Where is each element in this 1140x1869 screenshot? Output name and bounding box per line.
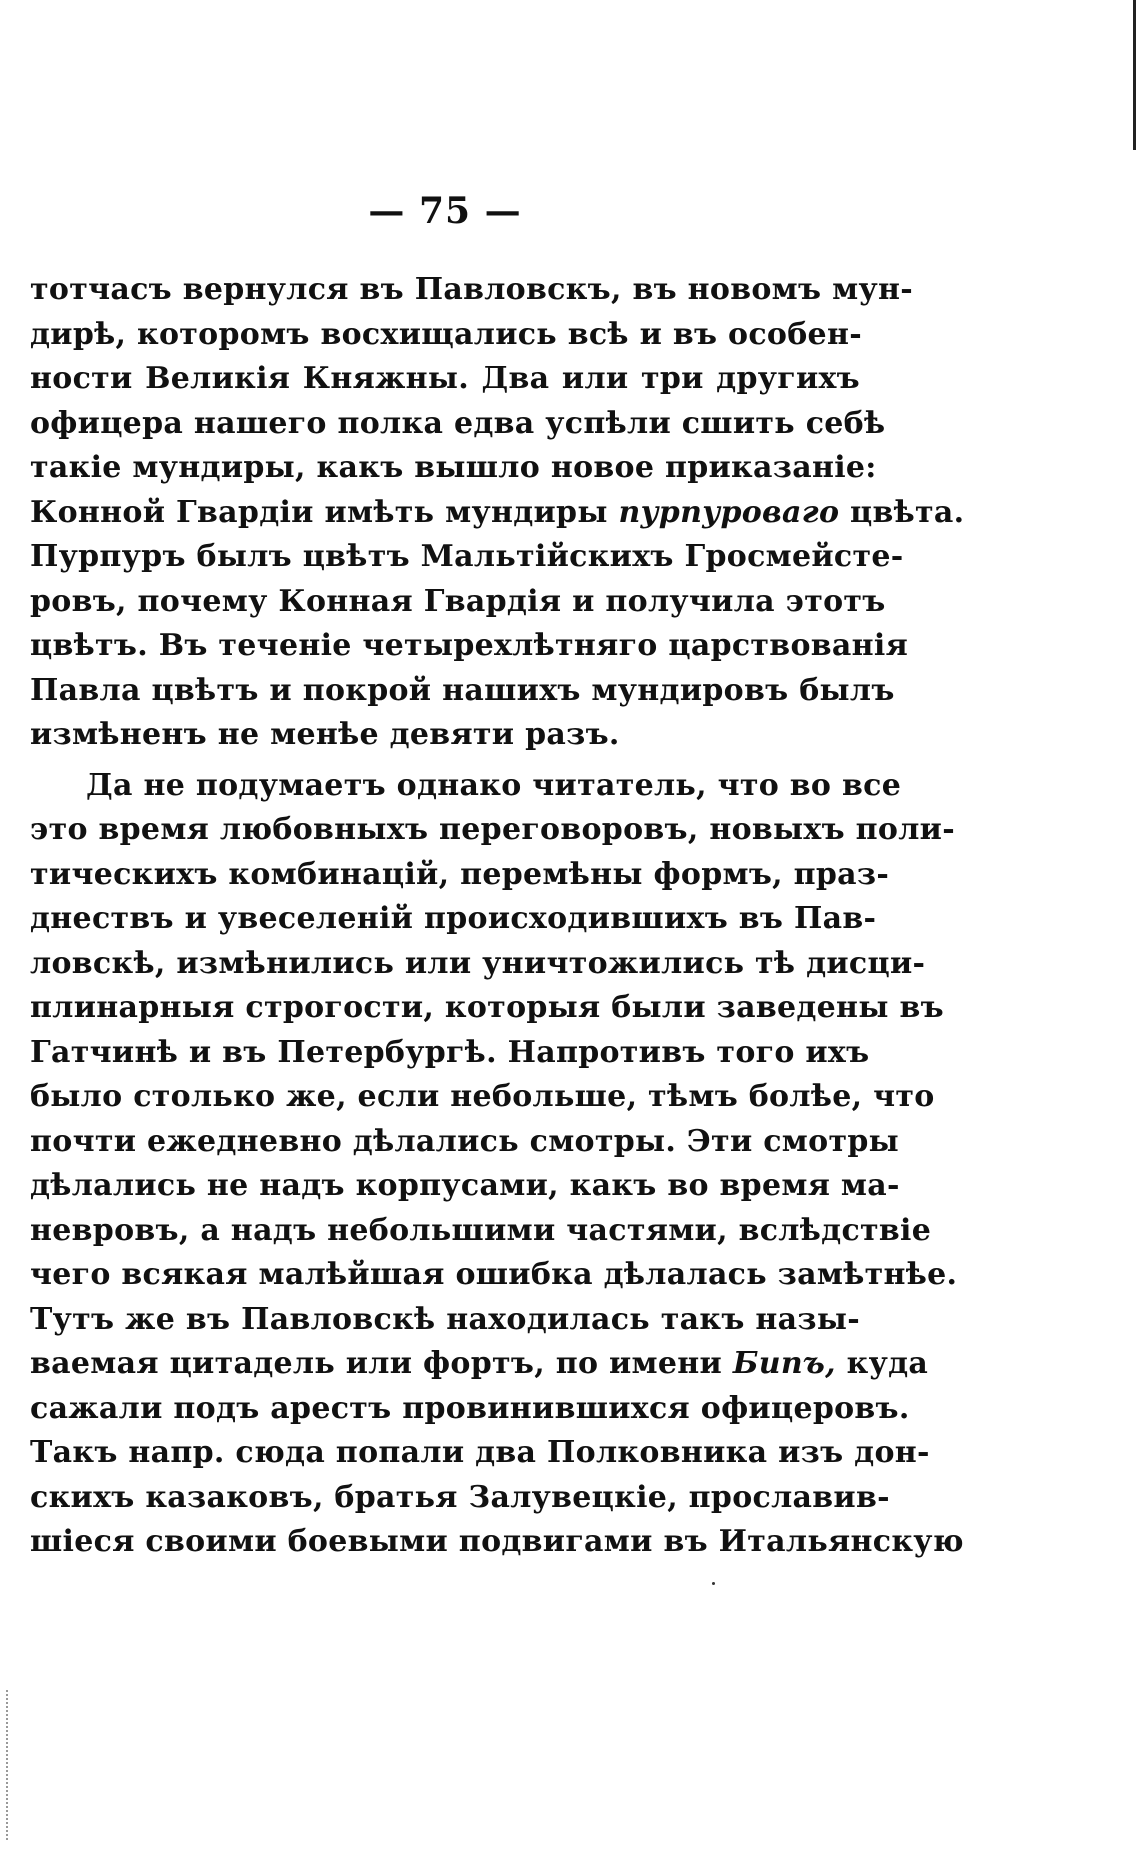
text-line: дирѣ, которомъ восхищались всѣ и въ особен- (30, 316, 862, 352)
text-line: Пурпуръ былъ цвѣтъ Мальтійскихъ Гросмейсте- (30, 539, 904, 574)
text-line: невровъ, а надъ небольшими частями, вслѣдствіе (30, 1212, 932, 1248)
text-line: сажали подъ арестъ провинившихся офицеровъ. (30, 1390, 910, 1426)
paragraph-2 (30, 764, 964, 1565)
text-line: шіеся своими боевыми подвигами въ Итальянскую (30, 1524, 964, 1559)
text-line (30, 1342, 929, 1387)
text-line: Гатчинѣ и въ Петербургѣ. Напротивъ того ихъ (30, 1034, 870, 1070)
body-text (30, 268, 965, 1565)
page-number: — 75 — (368, 190, 522, 232)
text-line: Тутъ же въ Павловскѣ находилась такъ назы- (30, 1301, 860, 1337)
text-line: днествъ и увеселеній происходившихъ въ Пав- (30, 901, 877, 936)
text-run: куда (835, 1346, 929, 1381)
text-line: тотчасъ вернулся въ Павловскъ, въ новомъ мун- (30, 272, 913, 307)
text-line: было столько же, если небольше, тѣмъ болѣе, что (30, 1079, 935, 1114)
text-line: такіе мундиры, какъ вышло новое приказаніе: (30, 450, 877, 485)
text-line: Такъ напр. сюда попали два Полковника изъ дон- (30, 1435, 930, 1470)
text-line: чего всякая малѣйшая ошибка дѣлалась замѣтнѣе. (30, 1257, 958, 1292)
print-speck (712, 1582, 715, 1585)
text-line: почти ежедневно дѣлались смотры. Эти смотры (30, 1123, 900, 1159)
text-run: ваемая цитадель или фортъ, по имени (30, 1346, 733, 1381)
text-run: Конной Гвардіи имѣть мундиры (30, 494, 619, 530)
text-line: измѣненъ не менѣе девяти разъ. (30, 717, 620, 752)
text-line: Павла цвѣтъ и покрой нашихъ мундировъ былъ (30, 672, 895, 708)
text-line: это время любовныхъ переговоровъ, новыхъ поли- (30, 812, 955, 847)
emphasized-word: пурпуроваго (618, 494, 840, 530)
text-run: цвѣта. (839, 494, 965, 530)
text-line: плинарныя строгости, которыя были заведены въ (30, 990, 944, 1025)
emphasized-word: Бипъ, (732, 1346, 836, 1381)
text-line: ровъ, почему Конная Гвардія и получила этотъ (30, 583, 886, 619)
text-line: скихъ казаковъ, братья Залувецкіе, прославив- (30, 1479, 890, 1515)
scan-edge-dots (6, 1690, 10, 1840)
text-line: ности Великія Княжны. Два или три другихъ (30, 361, 860, 396)
text-line: офицера нашего полка едва успѣли сшить себѣ (30, 405, 886, 441)
text-line: ловскѣ, измѣнились или уничтожились тѣ дисци- (30, 945, 926, 981)
scan-edge-mark (1133, 0, 1136, 150)
paragraph-1 (30, 268, 965, 758)
text-line: Да не подумаетъ однако читатель, что во все (86, 767, 902, 803)
text-line: тическихъ комбинацій, перемѣны формъ, праз- (30, 856, 890, 892)
text-line: дѣлались не надъ корпусами, какъ во время ма- (30, 1168, 900, 1203)
text-line (30, 491, 965, 536)
text-line: цвѣтъ. Въ теченіе четырехлѣтняго царствованія (30, 628, 909, 663)
